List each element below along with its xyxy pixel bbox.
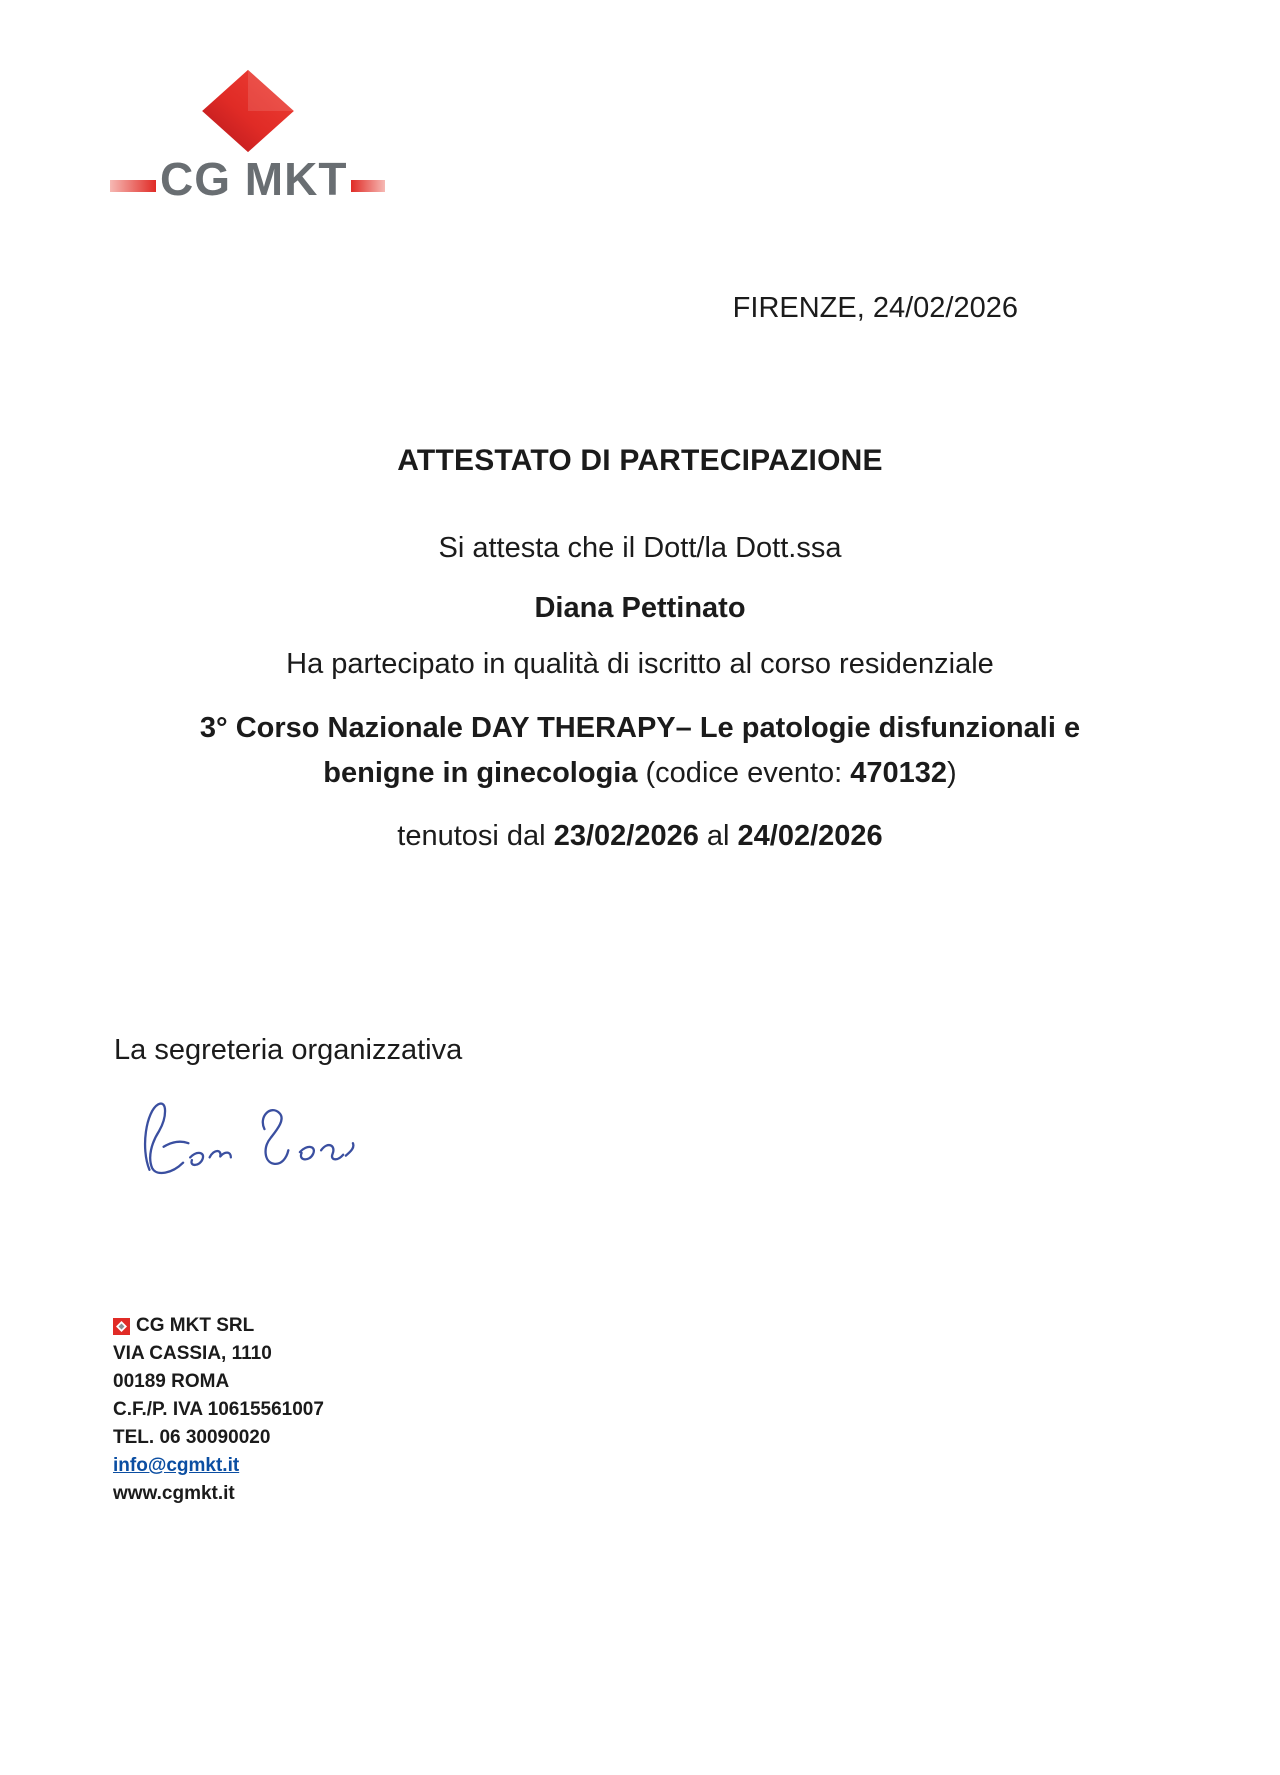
secretary-line: La segreteria organizzativa bbox=[114, 1034, 463, 1066]
footer-vat-line: C.F./P. IVA 10615561007 bbox=[113, 1399, 324, 1420]
document-title: ATTESTATO DI PARTECIPAZIONE bbox=[397, 444, 883, 477]
cgmkt-logo bbox=[110, 68, 385, 205]
course-title-bold: 3° Corso Nazionale DAY THERAPY– Le patologie disfunzionali e benigne in ginecologia bbox=[199, 712, 1081, 789]
cgmkt-mark-icon bbox=[113, 1318, 130, 1335]
footer-email-link[interactable]: info@cgmkt.it bbox=[113, 1455, 240, 1476]
red-diamond-icon bbox=[200, 68, 296, 154]
course-code-prefix: (codice evento: bbox=[637, 756, 851, 789]
intro-line: Si attesta che il Dott/la Dott.ssa bbox=[438, 532, 842, 564]
place-date-line: FIRENZE, 24/02/2026 bbox=[732, 292, 1018, 324]
course-code-suffix: ) bbox=[947, 756, 957, 789]
held-date-end: 24/02/2026 bbox=[737, 820, 883, 852]
footer-address-line2: 00189 ROMA bbox=[113, 1371, 230, 1392]
handwritten-signature bbox=[130, 1090, 360, 1200]
footer-website: www.cgmkt.it bbox=[113, 1483, 235, 1504]
footer-phone-line: TEL. 06 30090020 bbox=[113, 1427, 271, 1448]
held-prefix: tenutosi dal bbox=[397, 820, 554, 852]
footer-contact-block bbox=[113, 1312, 324, 1508]
course-code: 470132 bbox=[850, 756, 948, 789]
footer-company-row bbox=[113, 1312, 324, 1340]
attendee-name: Diana Pettinato bbox=[534, 592, 746, 624]
participation-line: Ha partecipato in qualità di iscritto al corso residenziale bbox=[286, 648, 994, 680]
logo-text: CG MKT bbox=[160, 153, 348, 205]
logo-text-row bbox=[110, 153, 385, 205]
course-title-line bbox=[190, 706, 1090, 796]
logo-stripe-right bbox=[351, 180, 385, 192]
logo-stripe-left bbox=[110, 180, 156, 192]
held-date-start: 23/02/2026 bbox=[553, 820, 699, 852]
held-dates-line bbox=[0, 820, 1280, 853]
held-connector: al bbox=[698, 820, 738, 852]
footer-company-name: CG MKT SRL bbox=[136, 1315, 255, 1336]
footer-address-line1: VIA CASSIA, 1110 bbox=[113, 1343, 272, 1364]
